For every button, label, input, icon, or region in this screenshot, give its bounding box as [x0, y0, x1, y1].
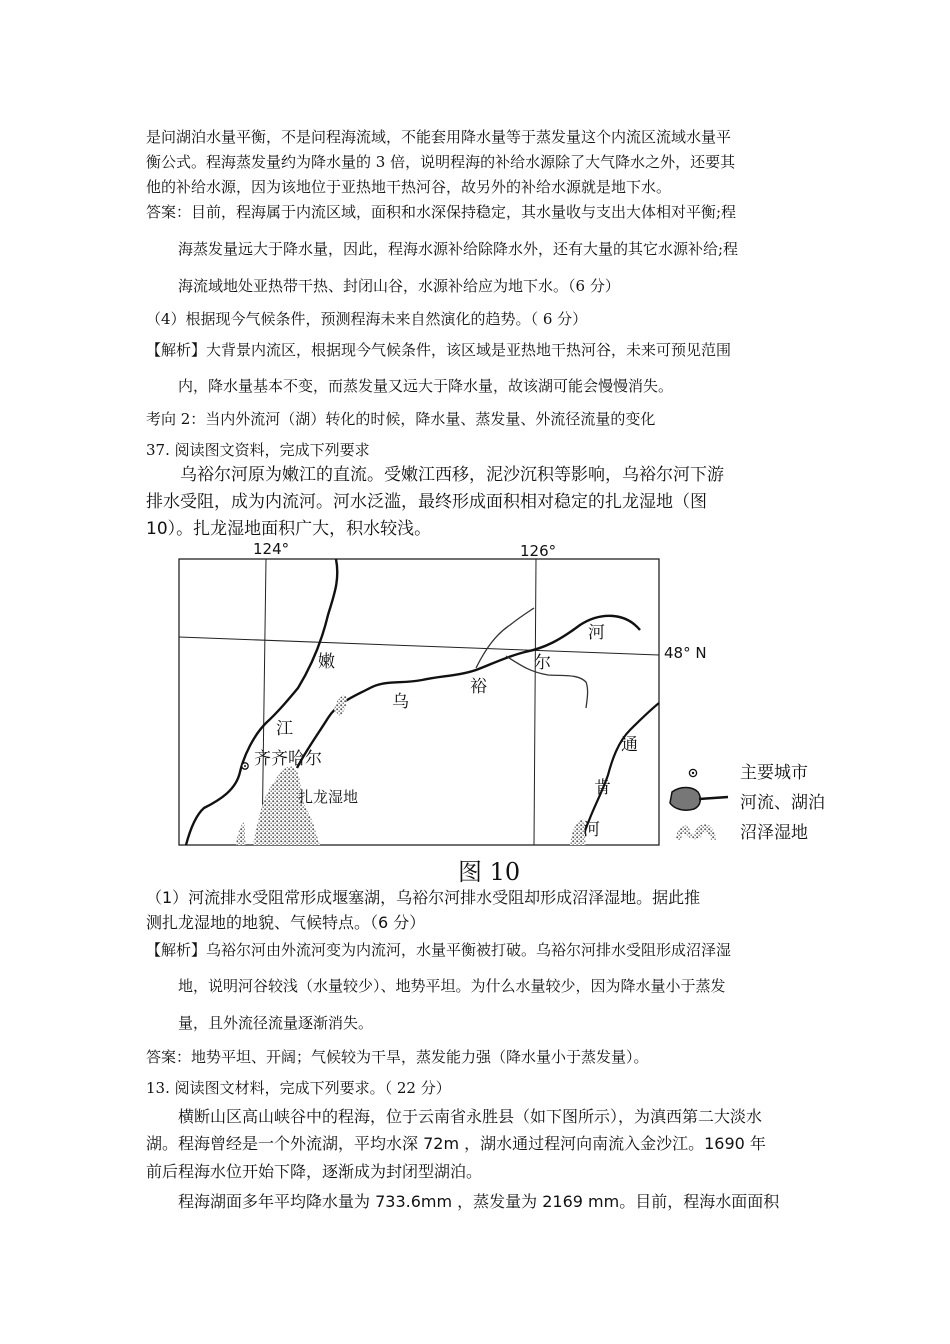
label-he: 河 [588, 623, 605, 643]
question-37-title: 37. 阅读图文资料，完成下列要求 [146, 441, 370, 459]
question-13-title: 13. 阅读图文材料，完成下列要求。（ 22 分） [146, 1079, 451, 1097]
paragraph-line: 衡公式。程海蒸发量约为降水量的 3 倍，说明程海的补给水源除了大气降水之外，还要其 [146, 153, 736, 171]
material-line: 乌裕尔河原为嫩江的直流。受嫩江西移，泥沙沉积等影响，乌裕尔河下游 [180, 465, 724, 485]
analysis-line: 内，降水量基本不变，而蒸发量又远大于降水量，故该湖可能会慢慢消失。 [178, 377, 674, 395]
lon-label-126: 126° [520, 542, 557, 560]
legend-river-icon [699, 797, 728, 799]
answer-line: 答案：地势平坦、开阔；气候较为干旱，蒸发能力强（降水量小于蒸发量）。 [146, 1048, 649, 1066]
label-tong: 通 [621, 735, 638, 755]
material-line: 程海湖面多年平均降水量为 733.6mm ，蒸发量为 2169 mm。目前，程海水面面积 [178, 1192, 780, 1211]
question-1: 测扎龙湿地的地貌、气候特点。（6 分） [146, 913, 426, 932]
paragraph-line: 是问湖泊水量平衡，不是问程海流域，不能套用降水量等于蒸发量这个内流区流域水量平 [146, 128, 732, 146]
answer-line: 海流域地处亚热带干热、封闭山谷，水源补给应为地下水。（6 分） [178, 277, 620, 295]
question-1: （1）河流排水受阻常形成堰塞湖，乌裕尔河排水受阻却形成沼泽湿地。据此推 [146, 888, 701, 907]
legend-lake-icon [670, 788, 700, 811]
zhalong-map [0, 530, 950, 860]
label-qiqihar: 齐齐哈尔 [254, 749, 322, 769]
material-line: 排水受阻，成为内流河。河水泛滥，最终形成面积相对稳定的扎龙湿地（图 [146, 492, 707, 512]
analysis-line: 【解析】大背景内流区，根据现今气候条件，该区域是亚热地干热河谷，未来可预见范围 [146, 341, 732, 359]
material-line: 前后程海水位开始下降，逐渐成为封闭型湖泊。 [146, 1162, 483, 1181]
label-yu: 裕 [470, 677, 487, 697]
material-line: 10）。扎龙湿地面积广大，积水较浅。 [146, 519, 432, 539]
lon-label-124: 124° [253, 540, 290, 558]
analysis-line: 地，说明河谷较浅（水量较少）、地势平坦。为什么水量较少，因为降水量小于蒸发 [178, 977, 726, 995]
answer-line: 海蒸发量远大于降水量，因此，程海水源补给除降水外，还有大量的其它水源补给;程 [178, 240, 739, 258]
label-jiang: 江 [276, 719, 293, 739]
question-4: （4）根据现今气候条件，预测程海未来自然演化的趋势。（ 6 分） [146, 310, 588, 328]
legend-city-label: 主要城市 [740, 763, 808, 783]
label-nen: 嫩 [318, 652, 335, 672]
analysis-line: 【解析】乌裕尔河由外流河变为内流河，水量平衡被打破。乌裕尔河排水受阻形成沼泽湿 [146, 941, 732, 959]
answer-line: 答案：目前，程海属于内流区域，面积和水深保持稳定，其水量收与支出大体相对平衡;程 [146, 203, 737, 221]
paragraph-line: 他的补给水源，因为该地位于亚热地干热河谷，故另外的补给水源就是地下水。 [146, 178, 672, 196]
figure-caption: 图 10 [458, 858, 521, 886]
material-line: 横断山区高山峡谷中的程海，位于云南省永胜县（如下图所示），为滇西第二大淡水 [178, 1107, 763, 1126]
label-zhalong-wetland: 扎龙湿地 [298, 788, 359, 806]
material-line: 湖。程海曾经是一个外流湖，平均水深 72m ，湖水通过程河向南流入金沙江。1690 年 [146, 1134, 766, 1153]
kaoxiang-heading: 考向 2：当内外流河（湖）转化的时候，降水量、蒸发量、外流径流量的变化 [146, 410, 656, 428]
analysis-line: 量，且外流径流量逐渐消失。 [178, 1014, 374, 1032]
label-er: 尔 [534, 653, 551, 673]
lat-label-48: 48° N [664, 644, 707, 662]
legend-river-label: 河流、湖泊 [740, 793, 825, 813]
legend-wetland-label: 沼泽湿地 [740, 823, 808, 843]
label-he2: 河 [583, 820, 600, 840]
label-ken: 肯 [594, 778, 611, 798]
legend-wetland-icon [676, 824, 716, 840]
label-wu: 乌 [392, 692, 409, 712]
